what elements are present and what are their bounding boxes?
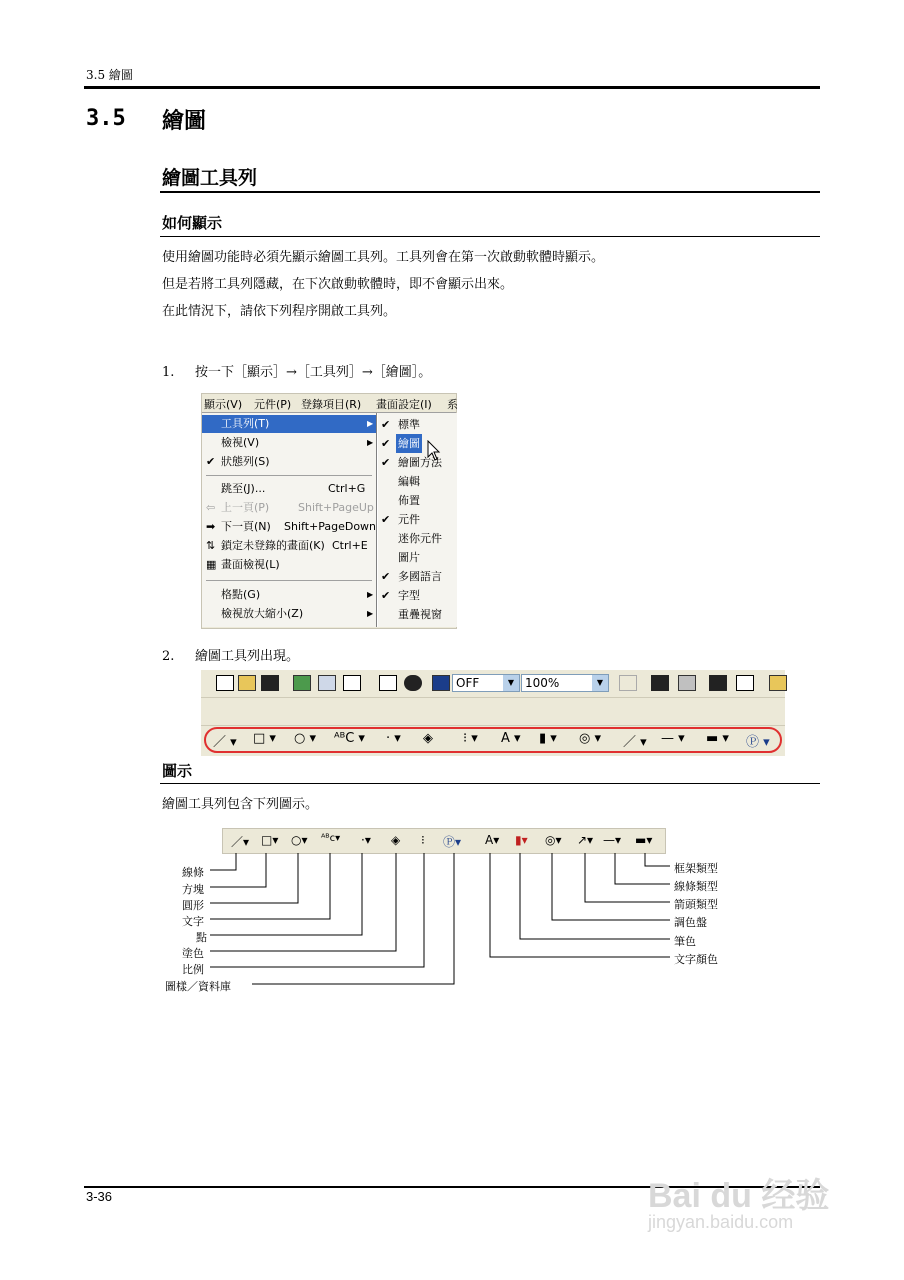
legend-label-palette: 調色盤 (674, 916, 707, 929)
menubar-item-screen-settings[interactable]: 畫面設定(I) (376, 398, 432, 411)
zoom-combo[interactable]: 100% ▼ (521, 674, 609, 692)
menubar-item-system[interactable]: 系 (447, 398, 458, 411)
paragraph: 在此情況下，請依下列程序開啟工具列。 (162, 304, 397, 319)
arrow-type-icon: ↗▾ (577, 833, 594, 847)
text-color-icon[interactable]: A ▾ (501, 731, 521, 746)
dot-tool-icon: ·▾ (361, 833, 371, 847)
section-title: 繪圖 (162, 108, 207, 134)
menubar-item-view[interactable]: 顯示(V) (204, 398, 243, 411)
menu-item-prev-page: ⇦ 上一頁(P) Shift+PageUp (202, 499, 376, 517)
check-icon: ✔ (381, 437, 391, 450)
legend-label-scale: 比例 (182, 963, 204, 976)
icons-intro: 繪圖工具列包含下列圖示。 (162, 797, 319, 812)
box-tool-icon: □▾ (261, 833, 279, 847)
menubar-item-parts[interactable]: 元件(P) (254, 398, 292, 411)
step-text: 按一下［顯示］→［工具列］→［繪圖］。 (195, 365, 432, 380)
menubar-item-register[interactable]: 登錄項目(R) (301, 398, 362, 411)
check-icon: ✔ (381, 513, 391, 526)
scale-tool-icon: ⁝ (421, 833, 425, 847)
legend-label-line-type: 線條類型 (674, 880, 718, 893)
line-type-icon[interactable]: — ▾ (661, 731, 685, 746)
submenu-item-picture[interactable]: 圖片 (398, 551, 420, 564)
palette-icon[interactable]: ◎ ▾ (579, 731, 602, 746)
paragraph: 但是若將工具列隱藏，在下次啟動軟體時，即不會顯示出來。 (162, 277, 514, 292)
fill-tool-icon[interactable]: ◈ (423, 731, 433, 746)
check-icon: ✔ (381, 589, 391, 602)
submenu-item-parts[interactable]: ✔ 元件 (378, 510, 457, 529)
line-tool-icon: ／▾ (231, 835, 250, 849)
pen-color-icon: ▮▾ (515, 833, 528, 847)
submenu-item-draw[interactable]: ✔ 繪圖 (378, 434, 457, 453)
menu-item-screen-view[interactable]: ▦ 畫面檢視(L) (202, 556, 376, 574)
pattern-library-icon[interactable]: Ⓟ ▾ (746, 735, 770, 750)
legend-label-arrow-type: 箭頭類型 (674, 898, 718, 911)
check-icon: ✔ (381, 418, 391, 431)
menu-item-lock-unregistered[interactable]: ⇅ 鎖定未登錄的畫面(K) Ctrl+E (202, 537, 376, 555)
text-tool-icon[interactable]: ᴬᴮC ▾ (334, 731, 365, 746)
text-tool-icon: ᴬᴮᴄ▾ (321, 833, 341, 844)
legend-label-fill: 塗色 (182, 947, 204, 960)
legend-label-line: 線條 (182, 866, 204, 879)
step-number: 2. (162, 649, 175, 664)
submenu-item-draw-method[interactable]: ✔ 繪圖方法 (378, 453, 457, 472)
back-arrow-icon: ⇦ (206, 501, 216, 514)
circle-tool-icon: ○▾ (291, 833, 308, 847)
submenu-arrow-icon: ▶ (367, 590, 374, 599)
watermark-logo: Bai du 经验 (648, 1177, 830, 1215)
menu-item-toolbar[interactable]: 工具列(T) ▶ (202, 415, 376, 433)
submenu-item-standard[interactable]: ✔ 標準 (378, 415, 457, 434)
legend-label-circle: 圓形 (182, 899, 204, 912)
frame-type-icon[interactable]: ▬ ▾ (706, 731, 729, 746)
line-tool-icon[interactable]: ／ ▾ (213, 735, 237, 750)
palette-icon: ◎▾ (545, 833, 562, 847)
frame-type-icon: ▬▾ (635, 833, 653, 847)
submenu-arrow-icon: ▶ (367, 438, 374, 447)
lock-arrows-icon: ⇅ (206, 539, 216, 552)
pattern-library-icon: Ⓟ▾ (443, 835, 462, 849)
paragraph: 使用繪圖功能時必須先顯示繪圖工具列。工具列會在第一次啟動軟體時顯示。 (162, 250, 605, 265)
chevron-down-icon[interactable]: ▼ (592, 675, 608, 691)
state-combo[interactable]: OFF ▼ (452, 674, 520, 692)
submenu-item-multi-language[interactable]: ✔ 多國語言 (378, 567, 457, 586)
legend-label-box: 方塊 (182, 883, 204, 896)
legend-label-pen-color: 筆色 (674, 935, 696, 948)
legend-label-text: 文字 (182, 915, 204, 928)
section-number: 3.5 (86, 106, 126, 131)
grid-view-icon: ▦ (206, 558, 217, 571)
fill-tool-icon: ◈ (391, 833, 401, 847)
legend-label-text-color: 文字顏色 (674, 953, 718, 966)
line-type-icon: —▾ (603, 833, 622, 847)
legend-label-pattern-library: 圖樣／資料庫 (165, 980, 231, 993)
check-icon: ✔ (206, 455, 216, 468)
page-number: 3-36 (86, 1189, 113, 1204)
chevron-down-icon[interactable]: ▼ (503, 675, 519, 691)
dot-tool-icon[interactable]: · ▾ (386, 731, 401, 746)
submenu-arrow-icon: ▶ (367, 609, 374, 618)
step-text: 繪圖工具列出現。 (195, 649, 300, 664)
check-icon: ✔ (381, 456, 391, 469)
submenu-arrow-icon: ▶ (367, 419, 374, 428)
text-color-icon: A▾ (485, 833, 500, 847)
icons-heading: 圖示 (162, 762, 193, 780)
how-to-show-heading: 如何顯示 (162, 214, 223, 232)
legend-label-dot: 點 (196, 931, 207, 944)
pen-color-icon[interactable]: ▮ ▾ (539, 731, 557, 746)
check-icon: ✔ (381, 570, 391, 583)
menu-item-statusbar[interactable]: ✔ 狀態列(S) (202, 453, 376, 471)
watermark-url: jingyan.baidu.com (648, 1212, 794, 1232)
menu-item-view[interactable]: 檢視(V) ▶ (202, 434, 376, 452)
menu-item-zoom[interactable]: 檢視放大縮小(Z) ▶ (202, 605, 376, 623)
menu-item-goto[interactable]: 跳至(J)... Ctrl+G (221, 482, 366, 495)
legend-label-frame-type: 框架類型 (674, 862, 718, 875)
running-header: 3.5 繪圖 (86, 68, 133, 82)
submenu-item-layout[interactable]: 佈置 (398, 494, 420, 507)
menu-item-next-page[interactable]: ➡ 下一頁(N) Shift+PageDown (202, 518, 376, 536)
box-tool-icon[interactable]: □ ▾ (253, 731, 276, 746)
submenu-item-mini-parts[interactable]: 迷你元件 (398, 532, 442, 545)
scale-tool-icon[interactable]: ⁝ ▾ (463, 731, 478, 746)
submenu-item-font[interactable]: ✔ 字型 (378, 586, 457, 605)
arrow-type-icon[interactable]: ／ ▾ (623, 735, 647, 750)
submenu-item-overlap-window[interactable]: 重疊視窗 (398, 608, 442, 621)
menu-item-grid[interactable]: 格點(G) ▶ (202, 586, 376, 604)
submenu-item-edit[interactable]: 編輯 (398, 475, 420, 488)
circle-tool-icon[interactable]: ○ ▾ (294, 731, 317, 746)
forward-arrow-icon: ➡ (206, 520, 216, 533)
subsection-title: 繪圖工具列 (162, 167, 258, 189)
step-number: 1. (162, 365, 175, 380)
